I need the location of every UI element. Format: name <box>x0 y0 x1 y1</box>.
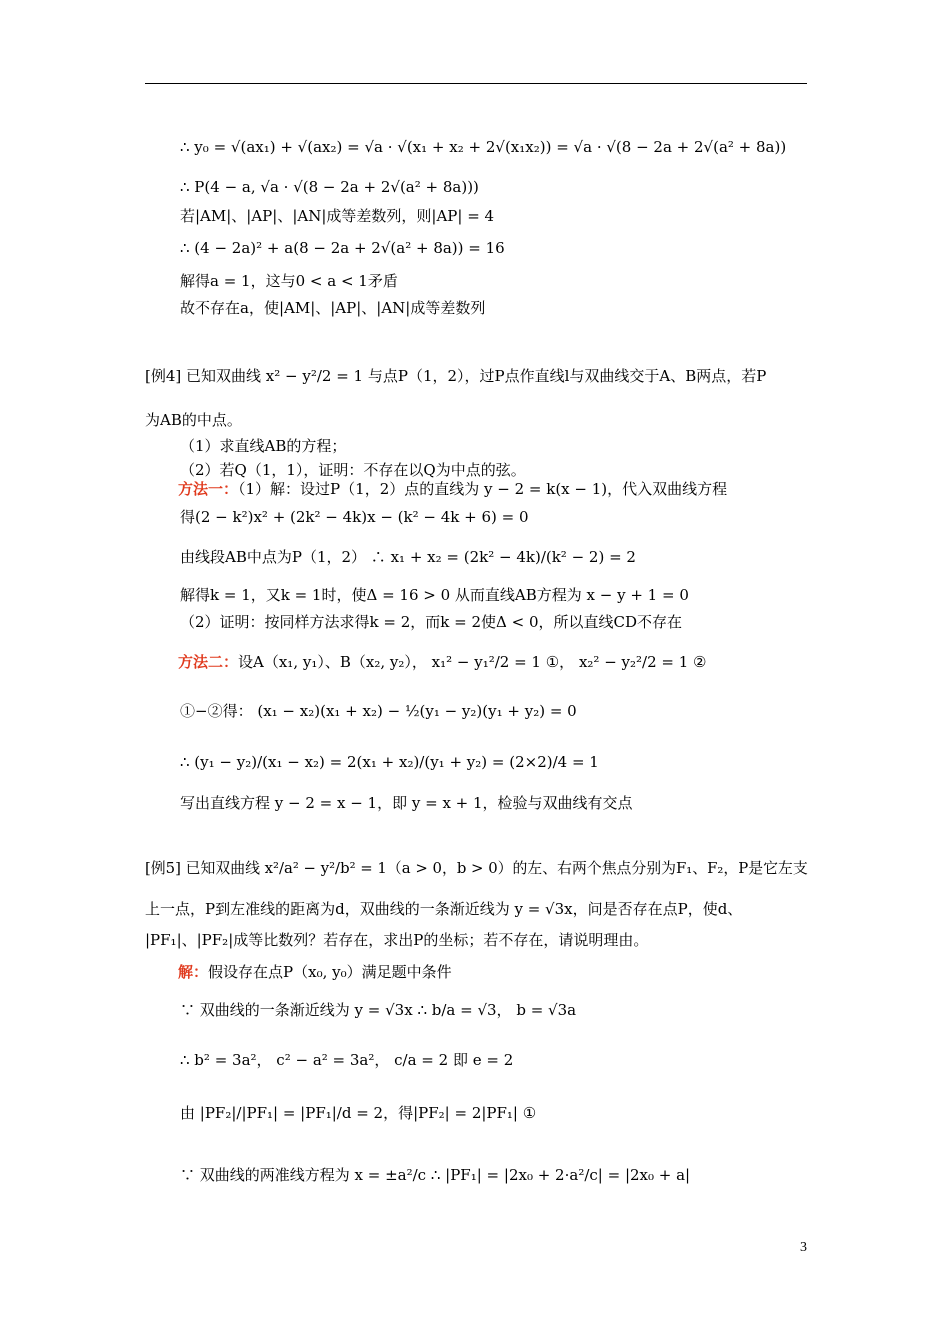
line-text: 上一点，P到左准线的距离为d，双曲线的一条渐近线为 y = √3x，问是否存在点P，使d、 <box>145 900 743 918</box>
line-text: ∴ y₀ = √(ax₁) + √(ax₂) = √a · √(x₁ + x₂ + 2√(x₁x₂)) = √a · √(8 − 2a + 2√(a² + 8a)) <box>180 138 787 156</box>
line-text: ∴ (4 − 2a)² + a(8 − 2a + 2√(a² + 8a)) = 16 <box>180 239 505 257</box>
text-line <box>180 1103 536 1123</box>
text-line <box>178 652 707 672</box>
line-text: ∵ 双曲线的两准线方程为 x = ±a²/c ∴ |PF₁| = |2x₀ + 2·a²/c| = |2x₀ + a| <box>180 1166 691 1184</box>
text-line <box>145 858 808 878</box>
header-rule <box>145 83 807 84</box>
text-line <box>178 479 727 499</box>
line-text: （2）证明：按同样方法求得k = 2，而k = 2使Δ < 0，所以直线CD不存在 <box>180 613 683 631</box>
text-line <box>180 793 633 813</box>
line-text: 若|AM|、|AP|、|AN|成等差数列，则|AP| = 4 <box>180 207 495 225</box>
text-line <box>180 1050 513 1070</box>
line-text: ∴ b² = 3a²， c² − a² = 3a²， c/a = 2 即 e = 2 <box>180 1051 514 1069</box>
line-text: ∴ (y₁ − y₂)/(x₁ − x₂) = 2(x₁ + x₂)/(y₁ + y₂) = (2×2)/4 = 1 <box>180 753 599 771</box>
line-text: [例5] 已知双曲线 x²/a² − y²/b² = 1（a > 0，b > 0）的左、右两个焦点分别为F₁、F₂，P是它左支 <box>145 859 808 877</box>
line-text: ①−②得： (x₁ − x₂)(x₁ + x₂) − ½(y₁ − y₂)(y₁ + y₂) = 0 <box>180 702 577 720</box>
line-text: （1）解：设过P（1，2）点的直线为 y − 2 = k(x − 1)，代入双曲线方程 <box>238 480 728 498</box>
text-line <box>180 460 526 480</box>
text-line <box>180 271 398 291</box>
text-line <box>180 585 689 605</box>
text-line <box>180 177 479 197</box>
text-line <box>145 899 742 919</box>
line-text: 由线段AB中点为P（1，2） ∴ x₁ + x₂ = (2k² − 4k)/(k² − 2) = 2 <box>180 548 636 566</box>
text-line <box>180 612 682 632</box>
method-label: 解： <box>178 963 209 981</box>
line-text: ∵ 双曲线的一条渐近线为 y = √3x ∴ b/a = √3， b = √3a <box>180 1001 577 1019</box>
text-line <box>180 1000 576 1020</box>
line-text: [例4] 已知双曲线 x² − y²/2 = 1 与点P（1，2），过P点作直线l与双曲线交于A、B两点，若P <box>145 367 767 385</box>
line-text: 由 |PF₂|/|PF₁| = |PF₁|/d = 2，得|PF₂| = 2|PF₁| ① <box>180 1104 537 1122</box>
line-text: 为AB的中点。 <box>145 411 242 429</box>
text-line <box>145 410 242 430</box>
line-text: 得(2 − k²)x² + (2k² − 4k)x − (k² − 4k + 6) = 0 <box>180 508 529 526</box>
method-label: 方法一： <box>178 480 239 498</box>
text-line <box>145 366 766 386</box>
line-text: 设A（x₁, y₁）、B（x₂, y₂）， x₁² − y₁²/2 = 1 ①， x₂² − y₂²/2 = 1 ② <box>238 653 707 671</box>
text-line <box>180 206 494 226</box>
line-text: （2）若Q（1，1），证明：不存在以Q为中点的弦。 <box>180 461 526 479</box>
text-line <box>180 507 529 527</box>
text-line <box>180 436 346 456</box>
text-line <box>178 962 452 982</box>
line-text: 故不存在a，使|AM|、|AP|、|AN|成等差数列 <box>180 299 486 317</box>
method-label: 方法二： <box>178 653 239 671</box>
text-line <box>180 238 505 258</box>
page-number: 3 <box>800 1240 807 1255</box>
text-line <box>180 752 599 772</box>
line-text: 解得k = 1，又k = 1时，使Δ = 16 > 0 从而直线AB方程为 x − y + 1 = 0 <box>180 586 689 604</box>
line-text: 写出直线方程 y − 2 = x − 1，即 y = x + 1，检验与双曲线有交点 <box>180 794 633 812</box>
text-line <box>180 137 786 157</box>
text-line <box>180 298 485 318</box>
line-text: 解得a = 1，这与0 < a < 1矛盾 <box>180 272 398 290</box>
text-line <box>180 701 577 721</box>
line-text: （1）求直线AB的方程； <box>180 437 347 455</box>
text-line <box>180 1165 690 1185</box>
text-line <box>180 547 636 567</box>
line-text: ∴ P(4 − a, √a · √(8 − 2a + 2√(a² + 8a))) <box>180 178 479 196</box>
text-line <box>145 930 648 950</box>
line-text: 假设存在点P（x₀, y₀）满足题中条件 <box>208 963 452 981</box>
line-text: |PF₁|、|PF₂|成等比数列？若存在，求出P的坐标；若不存在，请说明理由。 <box>145 931 649 949</box>
